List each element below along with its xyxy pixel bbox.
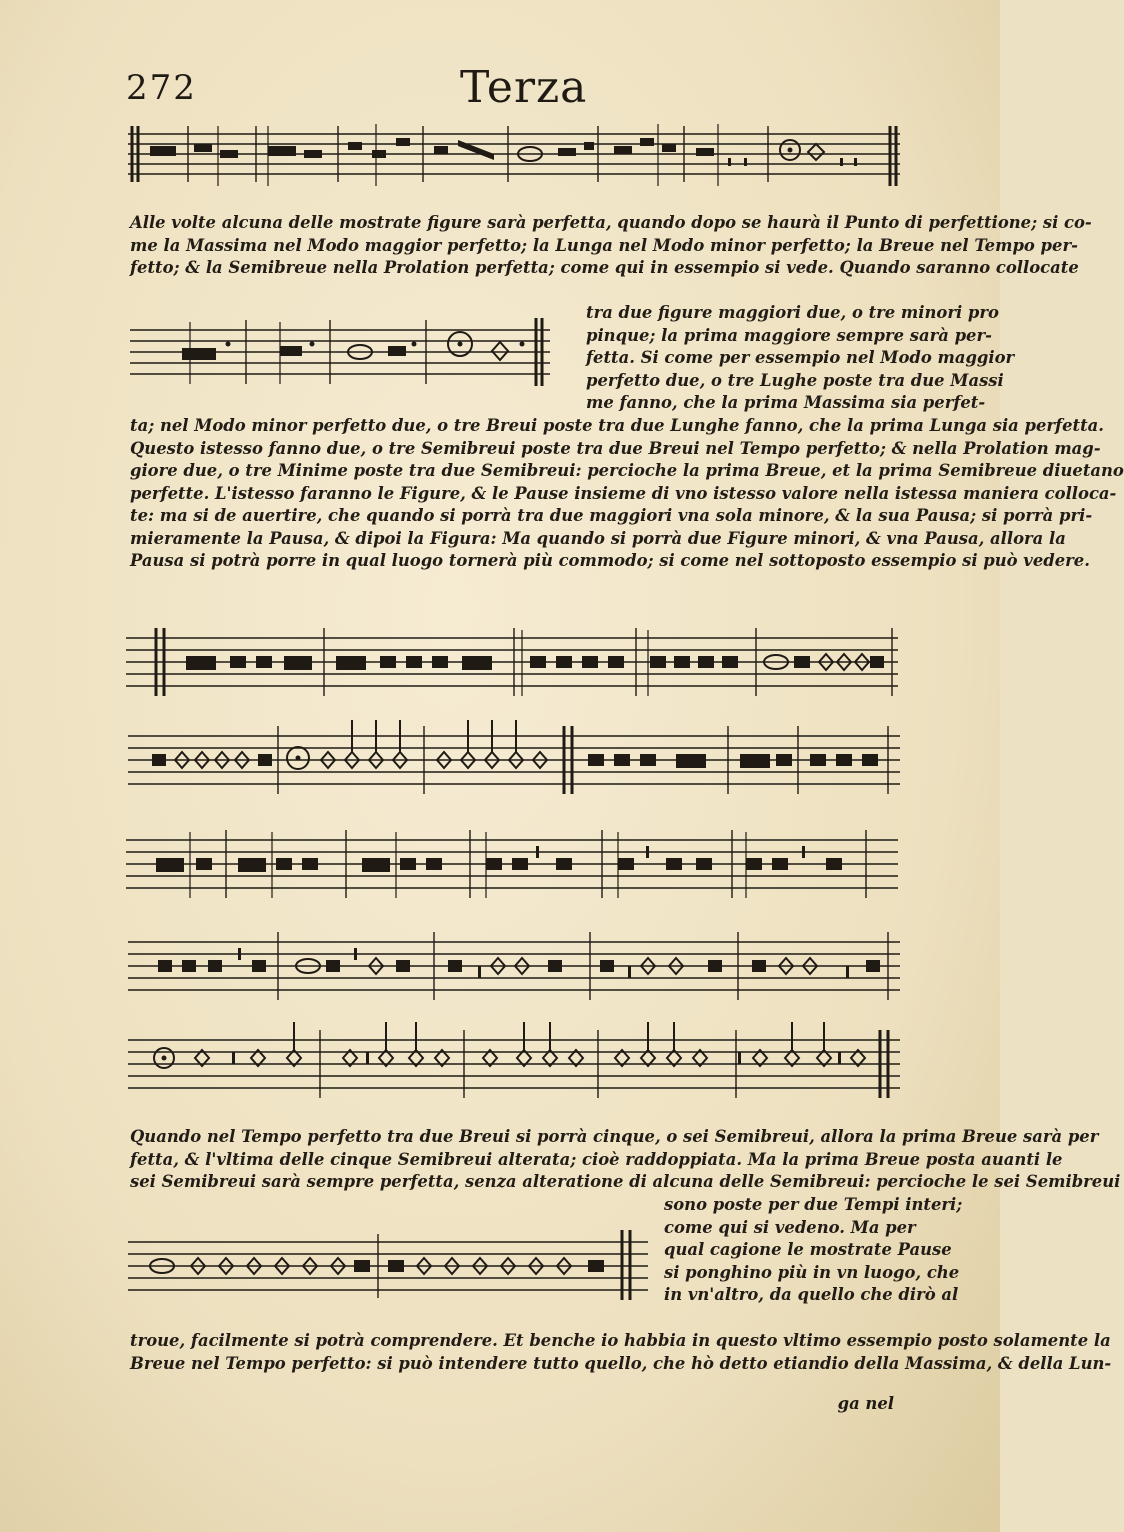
text-line: fetta. Si come per essempio nel Modo maggior: [586, 348, 1015, 367]
staff-svg: [128, 1228, 648, 1300]
text-line: come qui si vedeno. Ma per: [664, 1217, 916, 1237]
paragraph-1: [130, 212, 1092, 280]
text-line: fetto; & la Semibreue nella Prolation perfetta; come qui in essempio si vede. Quando saranno collocate: [130, 258, 1079, 277]
text-line: Questo istesso fanno due, o tre Semibreui poste tra due Breui nel Tempo perfetto; & nella Prolation mag-: [130, 438, 1101, 458]
text-line: pinque; la prima maggiore sempre sarà per-: [586, 325, 992, 345]
text-line: sono poste per due Tempi interi;: [664, 1195, 963, 1214]
paragraph-1-right-column: [586, 302, 1014, 415]
music-staff-example-2: [130, 314, 550, 388]
staff-svg: [128, 120, 900, 188]
staff-svg: [126, 620, 898, 704]
text-line: fetta, & l'vltima delle cinque Semibreui alterata; cioè raddoppiata. Ma la prima Breue posta auanti le: [130, 1149, 1063, 1169]
text-line: mieramente la Pausa, & dipoi la Figura: Ma quando si porrà due Figure minori, & vna Pausa, allora la: [130, 528, 1066, 548]
text-line: Alle volte alcuna delle mostrate figure sarà perfetta, quando dopo se haurà il Punto di perfettione; si co-: [130, 213, 1092, 232]
staff-svg: [126, 822, 898, 906]
staff-svg: [128, 924, 900, 1008]
text-line: troue, facilmente si potrà comprendere. Et benche io habbia in questo vltimo essempio posto solamente la: [130, 1331, 1111, 1350]
staff-svg: [130, 314, 550, 388]
music-staff-example-8: [128, 1228, 648, 1300]
paragraph-2-continued: [130, 1330, 1111, 1375]
staff-svg: [128, 718, 900, 802]
text-line: Breue nel Tempo perfetto: si può intendere tutto quello, che hò detto etiandio della Massima, & della Lun-: [130, 1353, 1112, 1373]
paragraph-1-continued: [130, 415, 1124, 573]
text-line: ta; nel Modo minor perfetto due, o tre Breui poste tra due Lunghe fanno, che la prima Lunga sia perfetta.: [130, 416, 1104, 435]
text-line: perfetto due, o tre Lughe poste tra due Massi: [586, 370, 1004, 390]
text-line: tra due figure maggiori due, o tre minori pro: [586, 303, 999, 322]
music-staff-example-7: [128, 1022, 900, 1106]
text-line: si ponghino più in vn luogo, che: [664, 1262, 960, 1282]
text-line: me la Massima nel Modo maggior perfetto; la Lunga nel Modo minor perfetto; la Breue nel Tempo per-: [130, 235, 1078, 255]
text-line: me fanno, che la prima Massima sia perfet-: [586, 393, 986, 412]
text-line: sei Semibreui sarà sempre perfetta, senza alteratione di alcuna delle Semibreui: percioche le sei Semibreui: [130, 1172, 1121, 1191]
text-line: in vn'altro, da quello che dirò al: [664, 1285, 959, 1304]
running-header: [0, 62, 1000, 112]
text-line: Quando nel Tempo perfetto tra due Breui si porrà cinque, o sei Semibreui, allora la prima Breue sarà per: [130, 1127, 1099, 1146]
staff-svg: [128, 1022, 900, 1106]
music-staff-example-3: [126, 620, 898, 704]
music-staff-example-1: [128, 120, 900, 188]
paragraph-2: [130, 1126, 1120, 1194]
text-line: te: ma si de auertire, che quando si porrà tra due maggiori vna sola minore, & la sua Pausa; si porrà pri-: [130, 506, 1093, 525]
paragraph-2-right-column: [664, 1194, 962, 1307]
music-staff-example-5: [126, 822, 898, 906]
text-line: giore due, o tre Minime poste tra due Semibreui: percioche la prima Breue, et la prima Semibreue diuetano: [130, 461, 1124, 480]
text-line: qual cagione le mostrate Pause: [664, 1240, 952, 1259]
text-line: Pausa si potrà porre in qual luogo tornerà più commodo; si come nel sottoposto essempio si può vedere.: [130, 551, 1090, 570]
text-line: perfette. L'istesso faranno le Figure, & le Pause insieme di vno istesso valore nella istessa maniera colloca-: [130, 483, 1117, 503]
music-staff-example-6: [128, 924, 900, 1008]
page-number: 272: [126, 68, 197, 108]
catchword: ga nel: [837, 1394, 894, 1413]
running-title: Terza: [460, 62, 588, 113]
music-staff-example-4: [128, 718, 900, 802]
